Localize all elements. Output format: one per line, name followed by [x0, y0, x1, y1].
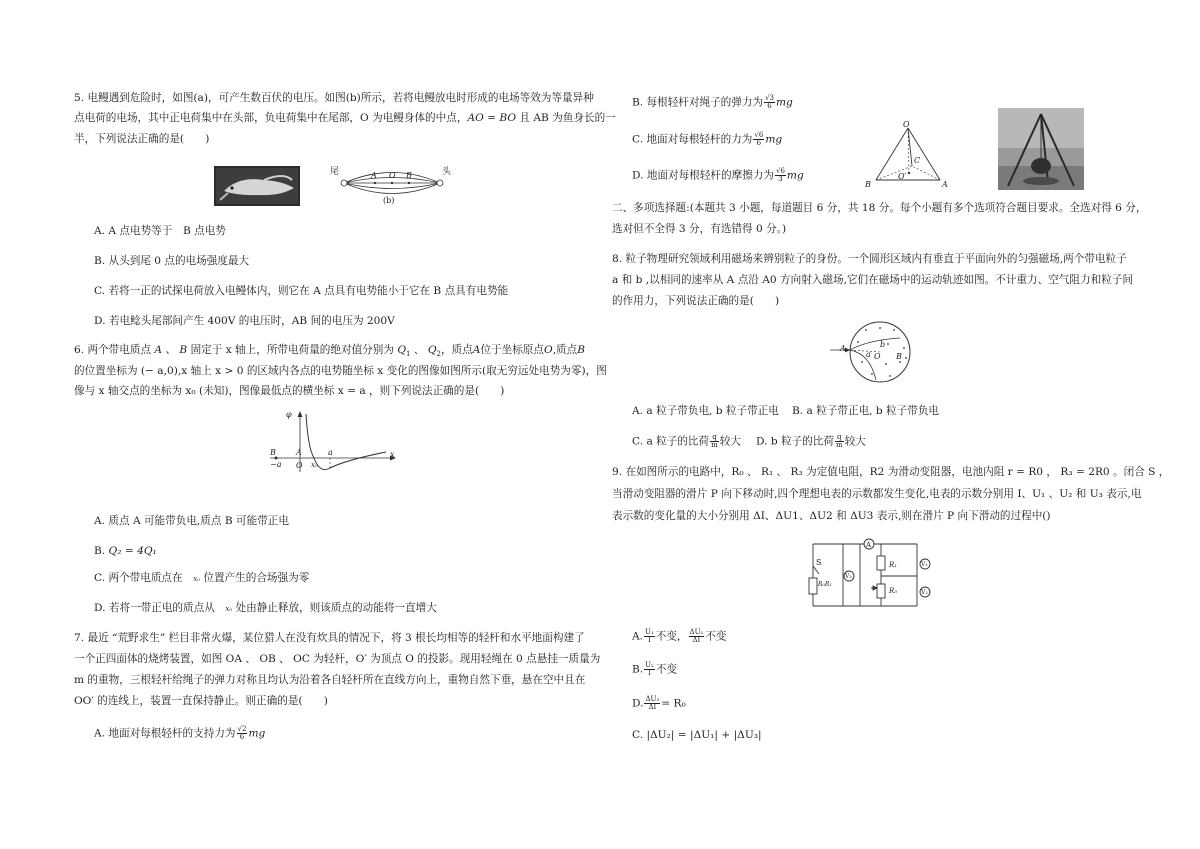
- q6-stem-k: 位于坐标原点: [480, 344, 544, 356]
- q8-option-c-num: q: [710, 434, 719, 442]
- q9-option-a-num2: ΔU₁: [689, 628, 704, 636]
- q9-option-d-den: ΔI: [648, 703, 657, 711]
- q7-option-a-den: 6: [239, 733, 245, 741]
- circuit-v3-label: V₃: [845, 573, 852, 580]
- tetra-c-label: C: [914, 156, 921, 165]
- q7-option-d-den: 3: [778, 175, 783, 183]
- q5-option-b: B. 从头到尾 0 点的电场强度最大: [94, 255, 250, 267]
- circuit-switch-label: S: [816, 558, 822, 567]
- q5-option-c: C. 若将一正的试探电荷放入电鳗体内，则它在 A 点具有电势能小于它在 B 点具有电势能: [94, 285, 509, 297]
- magnetic-field-circle: [828, 318, 928, 386]
- q6-stem-c: 固定于 x 轴上，所带电荷量的绝对值分别为: [190, 344, 394, 356]
- q6-option-a: A. 质点 A 可能带负电,质点 B 可能带正电: [94, 515, 289, 527]
- q7-option-c-mg: mg: [765, 133, 783, 146]
- q8-option-c-tail: 较大: [719, 435, 741, 448]
- tetra-b-label: B: [865, 180, 871, 189]
- q9-option-b: [632, 662, 677, 677]
- q9-option-b-num: U₂: [645, 661, 654, 669]
- q7-option-c-den: 6: [756, 139, 762, 147]
- q7-option-c-text: C. 地面对每根轻杆的力为: [632, 133, 753, 146]
- q6-stem-line2: 的位置坐标为 (− a,0),x 轴上 x > 0 的区域内各点的电势随坐标 x 变化的图像如图所示(取无穷远处电势为零)，图: [74, 365, 607, 377]
- potential-graph: [266, 408, 400, 474]
- q9-option-a-frac1: [644, 629, 655, 644]
- q8-option-d-den: m: [835, 441, 843, 449]
- q9-option-d-tail: = R₀: [661, 697, 686, 710]
- q9-option-a-mid: 不变，: [655, 630, 688, 643]
- q8-option-c-frac: [710, 434, 719, 449]
- q6-stem-n: B: [577, 344, 586, 356]
- q6-stem-m: ,质点: [552, 344, 578, 356]
- q8-option-c-text: C. a 粒子的比荷: [632, 435, 710, 448]
- q9-option-a-num1: U₁: [645, 628, 654, 636]
- circle-a-path-label: a: [866, 350, 871, 359]
- q9-option-c: C. |ΔU₂| = |ΔU₁| + |ΔU₃|: [632, 729, 762, 741]
- q9-stem-line1: 9. 在如图所示的电路中，R₀ 、 R₁ 、 R₃ 为定值电阻，R2 为滑动变阻器，电池内阻 r = R0 ， R₃ = 2R0 。闭合 S ，: [612, 466, 1170, 478]
- q9-option-a-label: A.: [632, 630, 644, 643]
- graph-b-label: B: [270, 448, 276, 457]
- circuit-diagram: [805, 536, 941, 610]
- section2-heading-line1: 二、多项选择题:(本题共 3 小题，每道题目 6 分，共 18 分。每个小题有多个选项符合题目要求。全选对得 6 分，: [612, 202, 1147, 214]
- q6-stem-q1-sub: 1: [406, 350, 411, 359]
- q6-stem-b: A 、 B: [154, 344, 188, 356]
- q6-stem-q2: Q: [427, 344, 437, 356]
- graph-x0-label: x₀: [311, 461, 318, 469]
- circle-o-label: O: [874, 352, 881, 361]
- circuit-v2-label: V₂: [921, 589, 928, 596]
- q9-option-d-num: ΔU₃: [645, 695, 660, 703]
- q9-option-a-den1: I: [648, 636, 651, 644]
- q7-option-a-num: √2: [237, 725, 247, 733]
- eel-figure-caption: (b): [383, 196, 395, 205]
- eel-point-o: O: [389, 171, 396, 180]
- q6-option-c-a: C. 两个带电质点在: [94, 572, 183, 584]
- q7-option-b-frac: [764, 95, 775, 110]
- q7-option-b: [632, 95, 793, 110]
- graph-a-label: a: [328, 448, 333, 457]
- q6-option-b-label: B.: [94, 545, 106, 557]
- q9-option-b-den: I: [648, 669, 651, 677]
- graph-origin-label: O: [296, 461, 303, 470]
- circuit-v1-label: V₁: [921, 561, 928, 568]
- q7-option-d-text: D. 地面对每根轻杆的摩擦力为: [632, 169, 774, 182]
- tetrahedron-diagram: [860, 118, 960, 194]
- q7-option-b-mg: mg: [775, 96, 793, 109]
- q9-option-b-label: B.: [632, 663, 644, 676]
- q7-option-c-frac: [753, 132, 764, 147]
- eel-point-b: B: [406, 171, 412, 180]
- q6-stem-q2-sub: 2: [436, 350, 441, 359]
- q6-option-c: [94, 571, 309, 586]
- q5-stem-math: AO = BO: [467, 112, 517, 124]
- q7-option-c-num: √6: [754, 131, 764, 139]
- q6-option-c-x0: x₀: [193, 575, 200, 583]
- q7-stem-line2: 一个正四面体的烧烤装置，如图 OA 、 OB 、 OC 为轻杆，O′ 为顶点 O 的投影。现用轻绳在 0 点悬挂一质量为: [74, 653, 601, 665]
- q8-option-d-tail: 较大: [844, 435, 866, 448]
- q9-option-a-den2: ΔI: [692, 636, 701, 644]
- q6-stem-line1: [74, 343, 585, 361]
- q6-stem-l: O: [544, 344, 553, 356]
- q7-option-b-den: 6: [767, 102, 772, 110]
- graph-phi-label: φ: [286, 410, 292, 419]
- q7-option-d: [632, 168, 804, 183]
- q6-option-d-x0: x₀: [225, 605, 233, 613]
- tetra-o-prime-label: O′: [898, 172, 907, 181]
- q9-option-d-label: D.: [632, 697, 644, 710]
- q7-option-d-frac: [775, 168, 786, 183]
- q9-option-b-tail: 不变: [655, 663, 678, 676]
- q5-stem-line3: 半，下列说法正确的是( ): [74, 133, 210, 145]
- q7-option-a-mg: mg: [248, 727, 266, 740]
- q6-option-c-c: 位置产生的合场强为零: [203, 572, 310, 584]
- q6-stem-j: A: [472, 344, 481, 356]
- q6-option-b: [94, 544, 157, 558]
- electric-eel-photo: [214, 166, 300, 206]
- q6-option-d: [94, 601, 437, 616]
- q6-stem-q1: Q: [397, 344, 407, 356]
- q6-stem-a: 6. 两个带电质点: [74, 344, 152, 356]
- graph-x-label: x: [390, 450, 395, 459]
- q6-stem-f: 、: [410, 344, 425, 356]
- eel-point-a: A: [371, 171, 377, 180]
- q8-stem-line1: 8. 粒子物理研究领域利用磁场来辨别粒子的身份。一个圆形区域内有垂直于平面向外的匀强磁场,两个带电粒子: [612, 253, 1127, 265]
- graph-a-point-label: A: [296, 448, 302, 457]
- q6-option-b-math: Q₂ = 4Q₁: [108, 545, 157, 557]
- q9-stem-line3: 表示数的变化量的大小分别用 ΔI、ΔU1、ΔU2 和 ΔU3 表示,则在滑片 P 向下滑动的过程中(): [612, 510, 1051, 522]
- q7-option-c: [632, 132, 782, 147]
- circle-b-point-label: B: [896, 352, 902, 361]
- q7-option-d-num: √6: [775, 167, 785, 175]
- q8-stem-line2: a 和 b ,以相同的速率从 A 点沿 A0 方向射入磁场,它们在磁场中的运动轨迹如图。不计重力、空气阻力和粒子间: [612, 274, 1133, 286]
- q7-stem-line3: m 的重物，三根轻杆给绳子的弹力对称且均认为沿着各自轻杆所在直线方向上，重物自然下垂，悬在空中且在: [74, 674, 586, 686]
- q6-option-d-a: D. 若将一带正电的质点从: [94, 602, 215, 614]
- q7-option-a-text: A. 地面对每根轻杆的支持力为: [94, 727, 236, 740]
- q7-option-a: [94, 726, 265, 741]
- q9-option-b-frac: [644, 662, 655, 677]
- q6-option-d-c: 处由静止释放，则该质点的动能将一直增大: [235, 602, 437, 614]
- q7-option-d-mg: mg: [786, 169, 804, 182]
- circuit-r0r1-label: R₀R₁: [818, 581, 832, 588]
- q8-option-d-frac: [835, 434, 844, 449]
- circle-b-path-label: b: [880, 340, 886, 349]
- q7-stem-line1: 7. 最近 “荒野求生” 栏目非常火爆，某位猎人在没有炊具的情况下，将 3 根长均相等的轻杆和水平地面构建了: [74, 632, 585, 644]
- q8-option-c-den: m: [711, 441, 718, 449]
- circle-a-label: A: [840, 344, 846, 353]
- q9-stem-line2: 当滑动变阻器的滑片 P 向下移动时,四个理想电表的示数都发生变化,电表的示数分别用 I、U₁ 、U₂ 和 U₃ 表示,电: [612, 488, 1142, 500]
- q5-option-d: D. 若电鲶头尾部间产生 400V 的电压时，AB 间的电压为 200V: [94, 315, 395, 327]
- circuit-r3-label: R₃: [889, 587, 898, 595]
- q9-option-a: [632, 629, 726, 644]
- circuit-r1-label: R₁: [889, 561, 898, 569]
- tripod-campfire-photo: [998, 108, 1084, 190]
- q7-option-a-frac: [237, 726, 248, 741]
- q7-option-b-text: B. 每根轻杆对绳子的弹力为: [632, 96, 764, 109]
- q8-option-d-text: D. b 粒子的比荷: [756, 435, 834, 448]
- eel-head-label: 头: [442, 167, 452, 177]
- q8-option-d: [756, 434, 866, 449]
- q8-option-b: B. a 粒子带正电, b 粒子带负电: [792, 405, 940, 417]
- eel-field-diagram: [330, 164, 450, 208]
- tetra-a-label: A: [942, 180, 948, 189]
- q8-option-c: [632, 434, 741, 449]
- q9-option-a-frac2: [689, 629, 705, 644]
- q5-stem-line2-tail: 且 AB 为鱼身长的一: [516, 112, 616, 124]
- q9-option-d: [632, 696, 686, 711]
- q5-stem-line2-text: 点电荷的电场，其中正电荷集中在头部，负电荷集中在尾部，O 为电鳗身体的中点，: [74, 112, 468, 124]
- q5-stem-line1: 5. 电鳗遇到危险时，如图(a)，可产生数百伏的电压。如图(b)所示，若将电鳗放电时形成的电场等效为等量异种: [74, 92, 594, 104]
- q9-option-a-tail: 不变: [705, 630, 727, 643]
- q8-stem-line3: 的作用力，下列说法正确的是( ): [612, 295, 780, 307]
- circuit-ammeter-label: A: [866, 541, 872, 549]
- section2-heading-line2: 选对但不全得 3 分，有选错得 0 分。): [612, 223, 787, 235]
- q7-stem-line4: OO′ 的连线上，装置一直保持静止。则正确的是( ): [74, 695, 328, 707]
- graph-neg-a-label: −a: [270, 460, 282, 469]
- q6-stem-line3: 像与 x 轴交点的坐标为 x₀ (未知)，图像最低点的横坐标 x = a ，则下列说法正确的是( ): [74, 385, 505, 397]
- q7-option-b-num: √3: [765, 94, 774, 102]
- q6-stem-i: ，质点: [441, 344, 473, 356]
- q5-stem-line2: [74, 111, 616, 125]
- q8-option-d-num: q: [835, 434, 844, 442]
- q8-option-a: A. a 粒子带负电, b 粒子带正电: [632, 405, 779, 417]
- tetra-o-label: O: [903, 120, 910, 129]
- eel-tail-label: 尾: [330, 167, 340, 177]
- q9-option-d-frac: [644, 696, 660, 711]
- q5-option-a: A. A 点电势等于 B 点电势: [94, 225, 226, 237]
